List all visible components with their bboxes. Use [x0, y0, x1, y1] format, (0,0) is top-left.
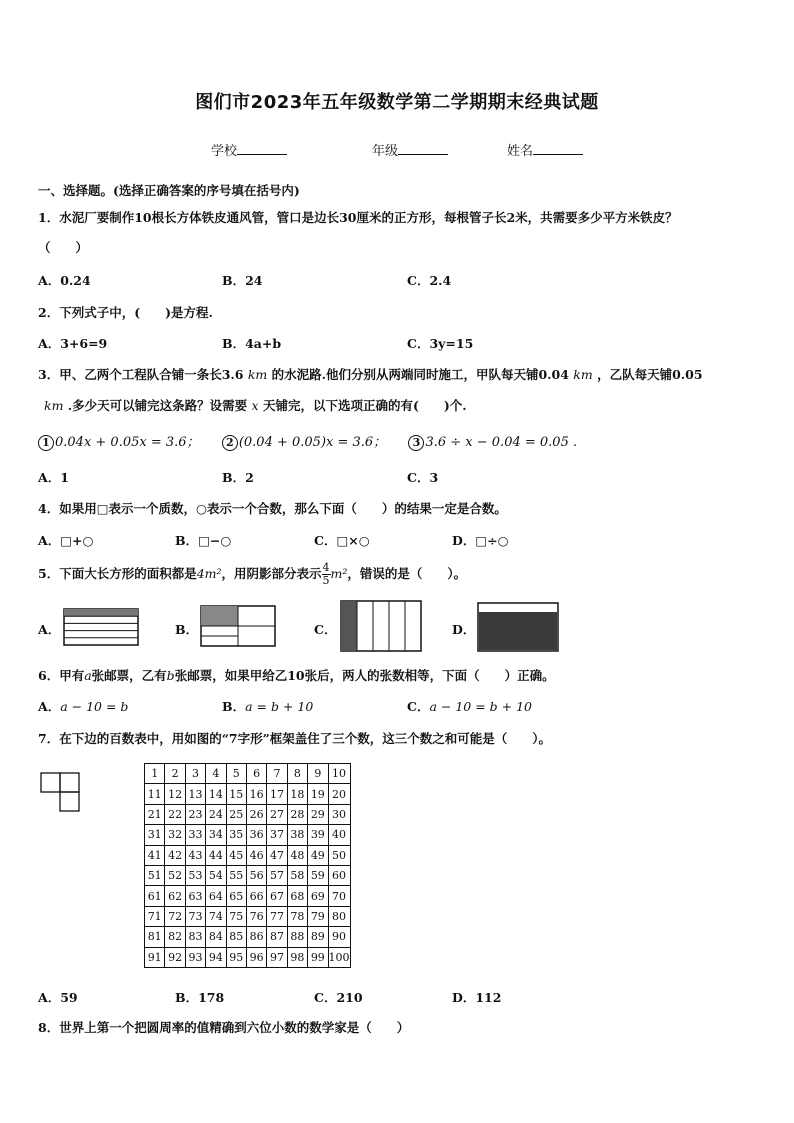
hundred-chart-cell: 43: [185, 845, 205, 865]
hundred-chart-cell: 90: [328, 927, 350, 947]
hundred-chart-cell: 93: [185, 947, 205, 967]
q4-option-d: D．□÷○: [452, 533, 509, 548]
hundred-chart-cell: 26: [246, 804, 266, 824]
hundred-chart-cell: 14: [206, 784, 226, 804]
q4-option-a: A．□+○: [38, 533, 94, 548]
hundred-chart-cell: 88: [287, 927, 307, 947]
hundred-chart-row: [145, 947, 351, 967]
hundred-chart-cell: 58: [287, 865, 307, 885]
hundred-chart-cell: 41: [145, 845, 165, 865]
hundred-chart-cell: 19: [308, 784, 328, 804]
q5-figure-a: [63, 608, 139, 646]
hundred-chart-cell: 65: [226, 886, 246, 906]
q3-option-c: C．3: [407, 470, 439, 485]
q3-eq1: 0.04x + 0.05x = 3.6；: [55, 435, 200, 450]
section-heading: 一、选择题。(选择正确答案的序号填在括号内): [38, 183, 300, 198]
grade-blank: [398, 142, 448, 155]
q3-var: x: [251, 398, 259, 413]
q5-text-c: ，错误的是（ ）。: [347, 566, 467, 581]
page-title: 图们市2023年五年级数学第二学期期末经典试题: [195, 92, 599, 113]
hundred-chart-cell: 6: [246, 764, 266, 784]
q6-option-c-expr: a − 10 = b + 10: [429, 699, 532, 714]
q7-seven-shape-frame: [40, 772, 82, 812]
hundred-chart-cell: 80: [328, 906, 350, 926]
hundred-chart-cell: 38: [287, 825, 307, 845]
q5-frac-den: 5: [322, 574, 330, 587]
hundred-chart-cell: 21: [145, 804, 165, 824]
hundred-chart-cell: 4: [206, 764, 226, 784]
q6-text: [38, 666, 555, 684]
q1-text: 1．水泥厂要制作10根长方体铁皮通风管，管口是边长30厘米的正方形，每根管子长2米，共需要多少平方米铁皮？: [38, 210, 678, 225]
hundred-chart-cell: 78: [287, 906, 307, 926]
hundred-chart-row: [145, 906, 351, 926]
q5-frac-num: 4: [322, 561, 330, 574]
q6-text-a: 6．甲有: [38, 668, 85, 683]
q4-option-b: B．□−○: [175, 533, 232, 548]
q3-text-c: ，乙队每天铺0.05: [597, 367, 703, 382]
q3-text-a: 3．甲、乙两个工程队合铺一条长3.6: [38, 367, 244, 382]
hundred-chart-cell: 13: [185, 784, 205, 804]
q3-eq2: (0.04 + 0.05)x = 3.6；: [238, 435, 387, 450]
hundred-chart-cell: 50: [328, 845, 350, 865]
q6-option-b: [222, 697, 313, 715]
hundred-chart-row: [145, 764, 351, 784]
q5-text-b: ，用阴影部分表示: [221, 566, 322, 581]
hundred-chart-cell: 40: [328, 825, 350, 845]
school-blank: [237, 142, 287, 155]
hundred-chart-cell: 61: [145, 886, 165, 906]
hundred-chart-cell: 70: [328, 886, 350, 906]
hundred-chart-cell: 29: [308, 804, 328, 824]
q6-text-c: 张邮票，如果甲给乙10张后，两人的张数相等，下面（ ）正确。: [174, 668, 555, 683]
hundred-chart-cell: 96: [246, 947, 266, 967]
hundred-chart-cell: 98: [287, 947, 307, 967]
hundred-chart-cell: 11: [145, 784, 165, 804]
hundred-chart-cell: 71: [145, 906, 165, 926]
hundred-chart-cell: 20: [328, 784, 350, 804]
hundred-chart-cell: 34: [206, 825, 226, 845]
hundred-chart-cell: 81: [145, 927, 165, 947]
hundred-chart-cell: 67: [267, 886, 287, 906]
q3-unit-2: km: [573, 367, 593, 382]
q5-unit: m²: [330, 566, 348, 581]
hundred-chart-row: [145, 865, 351, 885]
hundred-chart-cell: 66: [246, 886, 266, 906]
hundred-chart-cell: 89: [308, 927, 328, 947]
q3-line1: [38, 365, 703, 383]
hundred-chart-cell: 9: [308, 764, 328, 784]
grade-field: [372, 140, 448, 159]
q6-var-b: b: [166, 668, 175, 683]
q1-answer-paren: （ ）: [38, 240, 89, 255]
hundred-chart-cell: 85: [226, 927, 246, 947]
hundred-chart-cell: 35: [226, 825, 246, 845]
hundred-chart-cell: 31: [145, 825, 165, 845]
hundred-chart-cell: 83: [185, 927, 205, 947]
q2-option-c: C．3y=15: [407, 336, 474, 351]
q6-option-c: [407, 697, 532, 715]
hundred-chart-cell: 7: [267, 764, 287, 784]
q8-text: 8．世界上第一个把圆周率的值精确到六位小数的数学家是（ ）: [38, 1020, 410, 1035]
q5-fraction: [322, 562, 331, 587]
q6-option-a-label: A．: [38, 699, 61, 714]
hundred-chart-cell: 76: [246, 906, 266, 926]
hundred-chart-cell: 15: [226, 784, 246, 804]
q5-figure-b: [200, 605, 276, 647]
q5-area: 4m²: [196, 566, 222, 581]
hundred-chart-cell: 22: [165, 804, 185, 824]
hundred-chart-row: [145, 825, 351, 845]
q3-unit-1: km: [247, 367, 268, 382]
q6-option-b-label: B．: [222, 699, 246, 714]
q4-option-c: C．□×○: [314, 533, 370, 548]
hundred-chart-cell: 42: [165, 845, 185, 865]
q2-text: 2．下列式子中，( )是方程.: [38, 305, 213, 320]
q6-option-a: [38, 697, 128, 715]
hundred-chart-cell: 62: [165, 886, 185, 906]
q6-var-a: a: [84, 668, 92, 683]
hundred-chart-cell: 57: [267, 865, 287, 885]
hundred-chart-cell: 49: [308, 845, 328, 865]
hundred-chart-cell: 100: [328, 947, 350, 967]
hundred-chart-cell: 68: [287, 886, 307, 906]
hundred-chart-cell: 27: [267, 804, 287, 824]
q3-text-d: .多少天可以铺完这条路？设需要: [67, 398, 248, 413]
school-label: 学校: [211, 144, 238, 159]
hundred-chart-cell: 73: [185, 906, 205, 926]
hundred-chart-cell: 99: [308, 947, 328, 967]
q5-label-d: D．: [452, 622, 476, 637]
hundred-chart-cell: 46: [246, 845, 266, 865]
hundred-chart-cell: 53: [185, 865, 205, 885]
hundred-chart-cell: 97: [267, 947, 287, 967]
q2-option-b: B．4a+b: [222, 336, 282, 351]
hundred-chart-cell: 44: [206, 845, 226, 865]
q7-option-a: A．59: [38, 990, 78, 1005]
hundred-chart-cell: 86: [246, 927, 266, 947]
q6-option-a-expr: a − 10 = b: [60, 699, 129, 714]
hundred-chart-cell: 48: [287, 845, 307, 865]
hundred-chart-cell: 8: [287, 764, 307, 784]
hundred-chart-cell: 54: [206, 865, 226, 885]
hundred-chart-cell: 10: [328, 764, 350, 784]
q3-option-a: A．1: [38, 470, 69, 485]
hundred-chart-cell: 79: [308, 906, 328, 926]
hundred-chart-cell: 91: [145, 947, 165, 967]
q2-option-a: A．3+6=9: [38, 336, 108, 351]
hundred-chart-cell: 1: [145, 764, 165, 784]
hundred-chart: [144, 763, 351, 968]
q3-eq1-number: 1: [38, 435, 54, 451]
hundred-chart-cell: 2: [165, 764, 185, 784]
hundred-chart-cell: 77: [267, 906, 287, 926]
hundred-chart-cell: 51: [145, 865, 165, 885]
hundred-chart-cell: 84: [206, 927, 226, 947]
hundred-chart-cell: 74: [206, 906, 226, 926]
q5-figure-c: [340, 600, 422, 652]
q3-text-b: 的水泥路.他们分别从两端同时施工，甲队每天铺0.04: [271, 367, 569, 382]
q3-equations: [38, 431, 577, 451]
hundred-chart-cell: 37: [267, 825, 287, 845]
hundred-chart-cell: 5: [226, 764, 246, 784]
hundred-chart-cell: 39: [308, 825, 328, 845]
hundred-chart-row: [145, 845, 351, 865]
hundred-chart-cell: 87: [267, 927, 287, 947]
hundred-chart-row: [145, 927, 351, 947]
hundred-chart-row: [145, 804, 351, 824]
q7-option-b: B．178: [175, 990, 225, 1005]
q3-eq3: 3.6 ÷ x − 0.04 = 0.05 .: [425, 435, 578, 450]
hundred-chart-cell: 92: [165, 947, 185, 967]
hundred-chart-cell: 23: [185, 804, 205, 824]
q5-label-a: A．: [38, 622, 61, 637]
q5-label-c: C．: [314, 622, 337, 637]
hundred-chart-cell: 47: [267, 845, 287, 865]
hundred-chart-cell: 17: [267, 784, 287, 804]
hundred-chart-cell: 33: [185, 825, 205, 845]
q3-unit-3: km: [44, 398, 64, 413]
q6-option-c-label: C．: [407, 699, 430, 714]
q3-text-e: 天铺完，以下选项正确的有( )个.: [262, 398, 467, 413]
hundred-chart-cell: 75: [226, 906, 246, 926]
hundred-chart-cell: 32: [165, 825, 185, 845]
hundred-chart-cell: 30: [328, 804, 350, 824]
q6-option-b-expr: a = b + 10: [245, 699, 314, 714]
q1-option-a: A．0.24: [38, 273, 91, 288]
q3-option-b: B．2: [222, 470, 254, 485]
q5-text: [38, 560, 466, 588]
hundred-chart-cell: 63: [185, 886, 205, 906]
q3-line2: [44, 396, 467, 414]
name-blank: [533, 142, 583, 155]
hundred-chart-cell: 69: [308, 886, 328, 906]
q3-eq3-number: 3: [408, 435, 424, 451]
hundred-chart-cell: 24: [206, 804, 226, 824]
hundred-chart-cell: 56: [246, 865, 266, 885]
q4-text: 4．如果用□表示一个质数，○表示一个合数，那么下面（ ）的结果一定是合数。: [38, 501, 507, 516]
hundred-chart-cell: 18: [287, 784, 307, 804]
q3-eq2-number: 2: [222, 435, 238, 451]
hundred-chart-cell: 3: [185, 764, 205, 784]
hundred-chart-row: [145, 886, 351, 906]
q1-option-c: C．2.4: [407, 273, 452, 288]
grade-label: 年级: [372, 144, 399, 159]
hundred-chart-row: [145, 784, 351, 804]
hundred-chart-cell: 36: [246, 825, 266, 845]
hundred-chart-cell: 64: [206, 886, 226, 906]
q6-text-b: 张邮票，乙有: [91, 668, 167, 683]
hundred-chart-cell: 16: [246, 784, 266, 804]
hundred-chart-cell: 12: [165, 784, 185, 804]
q1-option-b: B．24: [222, 273, 263, 288]
hundred-chart-cell: 52: [165, 865, 185, 885]
hundred-chart-cell: 60: [328, 865, 350, 885]
hundred-chart-cell: 94: [206, 947, 226, 967]
hundred-chart-cell: 55: [226, 865, 246, 885]
hundred-chart-cell: 28: [287, 804, 307, 824]
q5-text-a: 5．下面大长方形的面积都是: [38, 566, 197, 581]
q7-option-c: C．210: [314, 990, 363, 1005]
q5-figure-d: [477, 602, 559, 652]
hundred-chart-cell: 45: [226, 845, 246, 865]
hundred-chart-cell: 95: [226, 947, 246, 967]
hundred-chart-cell: 59: [308, 865, 328, 885]
q7-option-d: D．112: [452, 990, 502, 1005]
hundred-chart-cell: 72: [165, 906, 185, 926]
name-label: 姓名: [507, 144, 534, 159]
school-field: [211, 140, 287, 159]
q7-text: 7．在下边的百数表中，用如图的“7字形”框架盖住了三个数，这三个数之和可能是（ ）。: [38, 731, 552, 746]
name-field: [507, 140, 583, 159]
hundred-chart-cell: 25: [226, 804, 246, 824]
q5-label-b: B．: [175, 622, 199, 637]
hundred-chart-cell: 82: [165, 927, 185, 947]
